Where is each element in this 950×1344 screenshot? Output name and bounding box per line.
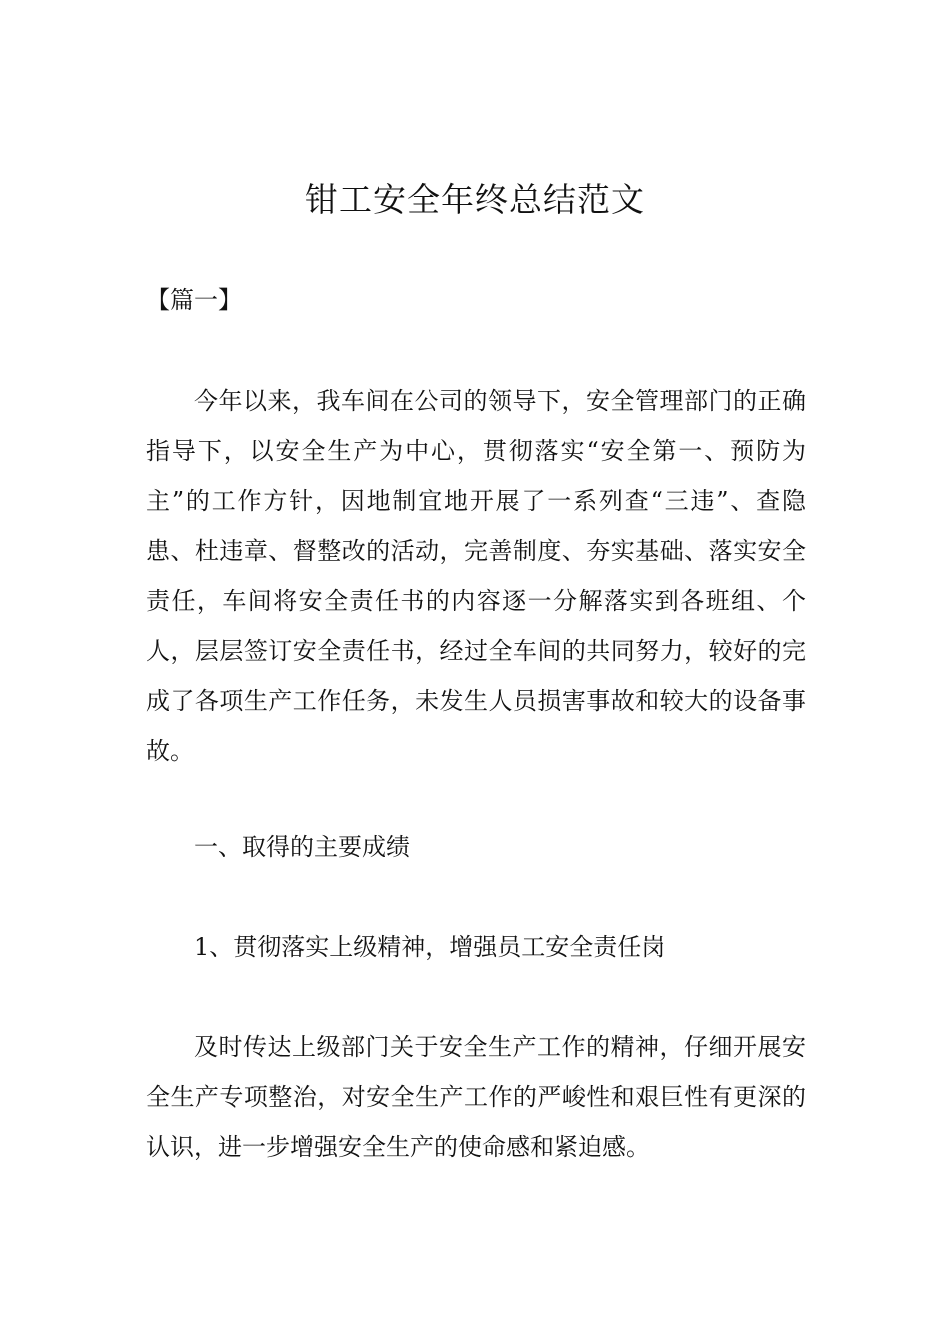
subsection-heading-1: 1、贯彻落实上级精神，增强员工安全责任岗 (194, 933, 666, 961)
section-heading-achievements: 一、取得的主要成绩 (194, 833, 410, 861)
body-paragraph-subsection-1: 及时传达上级部门关于安全生产工作的精神，仔细开展安全生产专项整治，对安全生产工作的严峻性和艰巨性有更深的认识，进一步增强安全生产的使命感和紧迫感。 (146, 1033, 806, 1161)
section-label: 【篇一】 (146, 286, 242, 314)
document-title: 钳工安全年终总结范文 (305, 180, 645, 219)
body-paragraph-intro: 今年以来，我车间在公司的领导下，安全管理部门的正确指导下，以安全生产为中心，贯彻落实“安全第一、预防为主”的工作方针，因地制宜地开展了一系列查“三违”、查隐患、杜违章、督整改的活动，完善制度、夯实基础、落实安全责任，车间将安全责任书的内容逐一分解落实到各班组、个人，层层签订安全责任书，经过全车间的共同努力，较好的完成了各项生产工作任务，未发生人员损害事故和较大的设备事故。 (146, 387, 806, 765)
